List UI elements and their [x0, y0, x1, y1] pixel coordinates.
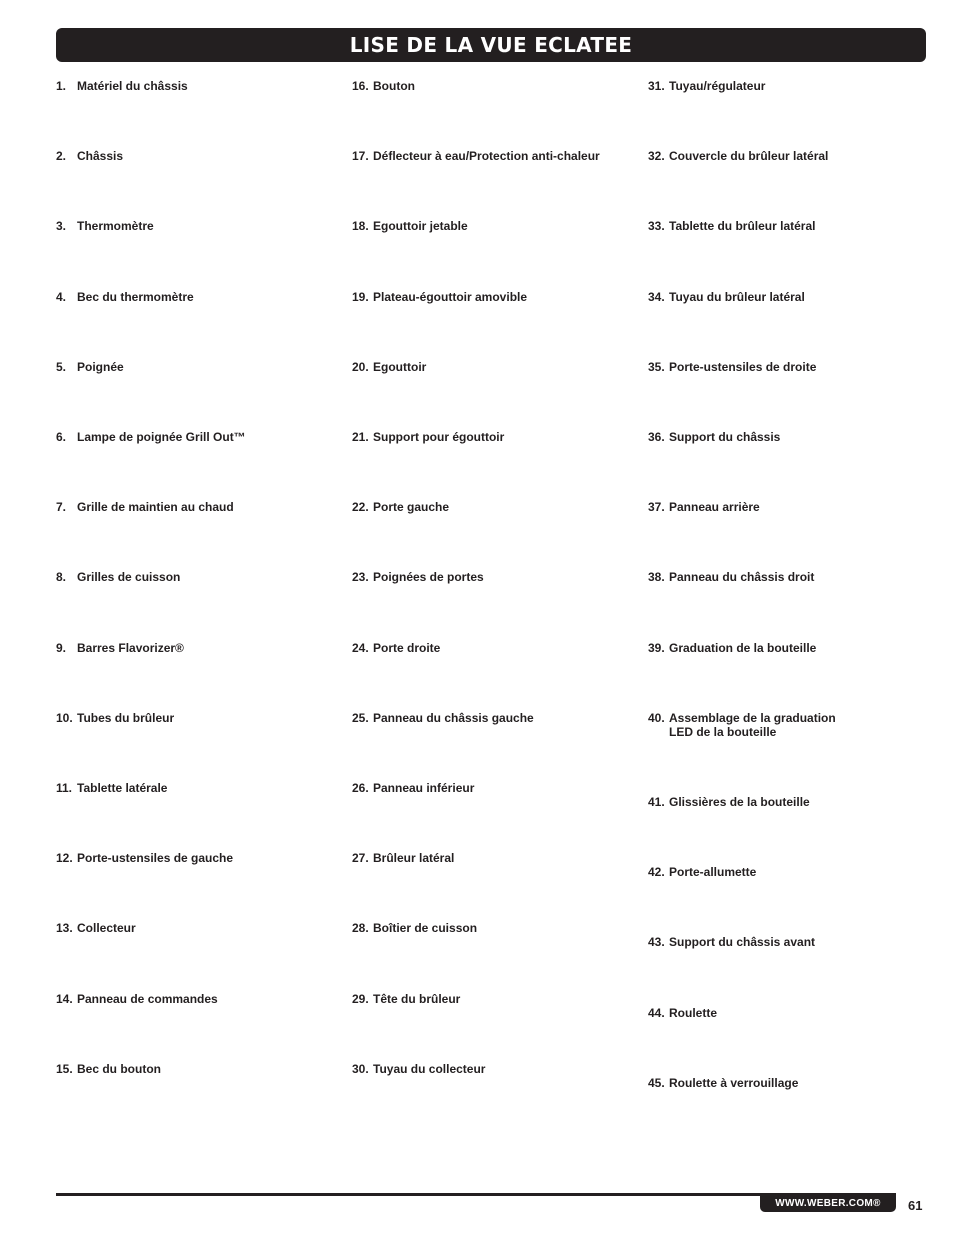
part-number: 26.	[352, 781, 369, 795]
part-number: 42.	[648, 865, 665, 879]
part-list-item	[56, 79, 346, 93]
part-label: Porte droite	[373, 641, 441, 655]
part-number: 1.	[56, 79, 67, 93]
part-list-item	[56, 921, 346, 935]
part-label: Graduation de la bouteille	[669, 641, 817, 655]
part-list-item	[648, 430, 938, 444]
part-number: 10.	[56, 711, 73, 725]
part-list-item	[648, 570, 938, 584]
part-number: 7.	[56, 500, 67, 514]
part-number: 4.	[56, 290, 67, 304]
part-number: 43.	[648, 935, 665, 949]
part-label: Panneau du châssis gauche	[373, 711, 534, 725]
part-list-item	[648, 935, 938, 949]
part-label: Tablette latérale	[77, 781, 168, 795]
part-label: Roulette	[669, 1006, 717, 1020]
part-label: Egouttoir jetable	[373, 219, 468, 233]
part-list-item	[56, 711, 346, 725]
part-number: 15.	[56, 1062, 73, 1076]
part-number: 5.	[56, 360, 67, 374]
part-list-item	[648, 360, 938, 374]
part-label: Support pour égouttoir	[373, 430, 505, 444]
part-label: Poignée	[77, 360, 124, 374]
part-list-item	[648, 1076, 938, 1090]
part-list-item	[352, 992, 642, 1006]
part-list-item	[648, 290, 938, 304]
part-label: Support du châssis avant	[669, 935, 816, 949]
part-number: 8.	[56, 570, 67, 584]
part-list-item	[648, 711, 938, 739]
part-list-item	[352, 219, 642, 233]
part-label: Panneau de commandes	[77, 992, 218, 1006]
part-label: Tuyau/régulateur	[669, 79, 766, 93]
part-list-item	[648, 641, 938, 655]
part-number: 44.	[648, 1006, 665, 1020]
page-number: 61	[908, 1198, 923, 1213]
part-number: 12.	[56, 851, 73, 865]
part-number: 38.	[648, 570, 665, 584]
part-number: 40.	[648, 711, 665, 725]
part-number: 21.	[352, 430, 369, 444]
part-list-item	[352, 921, 642, 935]
page-title: LISE DE LA VUE ECLATEE	[349, 33, 633, 57]
part-number: 35.	[648, 360, 665, 374]
part-list-item	[352, 360, 642, 374]
part-label: Barres Flavorizer®	[77, 641, 184, 655]
part-label: Déflecteur à eau/Protection anti-chaleur	[373, 149, 600, 163]
website-url: WWW.WEBER.COM®	[775, 1198, 881, 1209]
part-label: Panneau du châssis droit	[669, 570, 815, 584]
part-list-item	[56, 992, 346, 1006]
part-number: 34.	[648, 290, 665, 304]
part-label: Thermomètre	[77, 219, 154, 233]
part-label: Grille de maintien au chaud	[77, 500, 234, 514]
part-list-item	[648, 500, 938, 514]
website-badge	[760, 1195, 896, 1212]
part-label: Bec du thermomètre	[77, 290, 194, 304]
part-number: 22.	[352, 500, 369, 514]
part-label: Tête du brûleur	[373, 992, 461, 1006]
part-number: 6.	[56, 430, 67, 444]
part-number: 30.	[352, 1062, 369, 1076]
part-list-item	[56, 500, 346, 514]
section-header-bar	[56, 28, 926, 62]
part-number: 23.	[352, 570, 369, 584]
part-label: Porte gauche	[373, 500, 450, 514]
part-label: Support du châssis	[669, 430, 781, 444]
part-list-item	[352, 290, 642, 304]
part-number: 27.	[352, 851, 369, 865]
part-list-item	[56, 570, 346, 584]
part-number: 25.	[352, 711, 369, 725]
part-list-item	[352, 430, 642, 444]
part-list-item	[648, 865, 938, 879]
part-label: Boîtier de cuisson	[373, 921, 478, 935]
part-list-item	[56, 1062, 346, 1076]
part-number: 2.	[56, 149, 67, 163]
part-number: 28.	[352, 921, 369, 935]
part-list-item	[648, 219, 938, 233]
part-label: Brûleur latéral	[373, 851, 455, 865]
part-label: Porte-allumette	[669, 865, 757, 879]
part-list-item	[56, 781, 346, 795]
part-list-item	[352, 149, 642, 163]
part-list-item	[352, 1062, 642, 1076]
part-list-item	[56, 430, 346, 444]
part-number: 18.	[352, 219, 369, 233]
part-list-item	[352, 570, 642, 584]
part-label: Collecteur	[77, 921, 136, 935]
part-label: Glissières de la bouteille	[669, 795, 810, 809]
part-number: 13.	[56, 921, 73, 935]
part-number: 36.	[648, 430, 665, 444]
part-label: Bec du bouton	[77, 1062, 161, 1076]
part-number: 14.	[56, 992, 73, 1006]
part-number: 39.	[648, 641, 665, 655]
part-number: 16.	[352, 79, 369, 93]
part-label: Roulette à verrouillage	[669, 1076, 799, 1090]
part-label: Egouttoir	[373, 360, 427, 374]
part-list-item	[56, 149, 346, 163]
part-list-item	[56, 290, 346, 304]
part-label: Bouton	[373, 79, 415, 93]
part-list-item	[648, 149, 938, 163]
part-label: Tablette du brûleur latéral	[669, 219, 816, 233]
part-number: 17.	[352, 149, 369, 163]
part-label: Plateau-égouttoir amovible	[373, 290, 528, 304]
part-label: Porte-ustensiles de droite	[669, 360, 817, 374]
part-label: Matériel du châssis	[77, 79, 188, 93]
part-number: 33.	[648, 219, 665, 233]
part-list-item	[352, 711, 642, 725]
part-number: 20.	[352, 360, 369, 374]
part-label: Poignées de portes	[373, 570, 484, 584]
part-list-item	[648, 795, 938, 809]
part-number: 29.	[352, 992, 369, 1006]
part-list-item	[56, 851, 346, 865]
part-number: 37.	[648, 500, 665, 514]
part-label: Assemblage de la graduation LED de la bouteille	[669, 711, 836, 739]
part-label: Tuyau du collecteur	[373, 1062, 486, 1076]
part-label: Grilles de cuisson	[77, 570, 181, 584]
part-number: 9.	[56, 641, 67, 655]
part-list-item	[352, 79, 642, 93]
part-number: 24.	[352, 641, 369, 655]
part-label: Panneau inférieur	[373, 781, 475, 795]
part-list-item	[648, 79, 938, 93]
part-list-item	[352, 500, 642, 514]
part-list-item	[56, 360, 346, 374]
part-number: 19.	[352, 290, 369, 304]
part-list-item	[352, 851, 642, 865]
part-label: Châssis	[77, 149, 124, 163]
part-label: Tubes du brûleur	[77, 711, 175, 725]
part-number: 31.	[648, 79, 665, 93]
part-list-item	[56, 641, 346, 655]
part-label: Lampe de poignée Grill Out™	[77, 430, 246, 444]
part-label: Porte-ustensiles de gauche	[77, 851, 234, 865]
part-number: 41.	[648, 795, 665, 809]
part-list-item	[56, 219, 346, 233]
part-list-item	[352, 641, 642, 655]
part-list-item	[648, 1006, 938, 1020]
part-label: Tuyau du brûleur latéral	[669, 290, 805, 304]
part-list-item	[352, 781, 642, 795]
part-label: Couvercle du brûleur latéral	[669, 149, 829, 163]
part-number: 11.	[56, 781, 73, 795]
part-number: 3.	[56, 219, 67, 233]
part-number: 32.	[648, 149, 665, 163]
part-number: 45.	[648, 1076, 665, 1090]
part-label: Panneau arrière	[669, 500, 760, 514]
